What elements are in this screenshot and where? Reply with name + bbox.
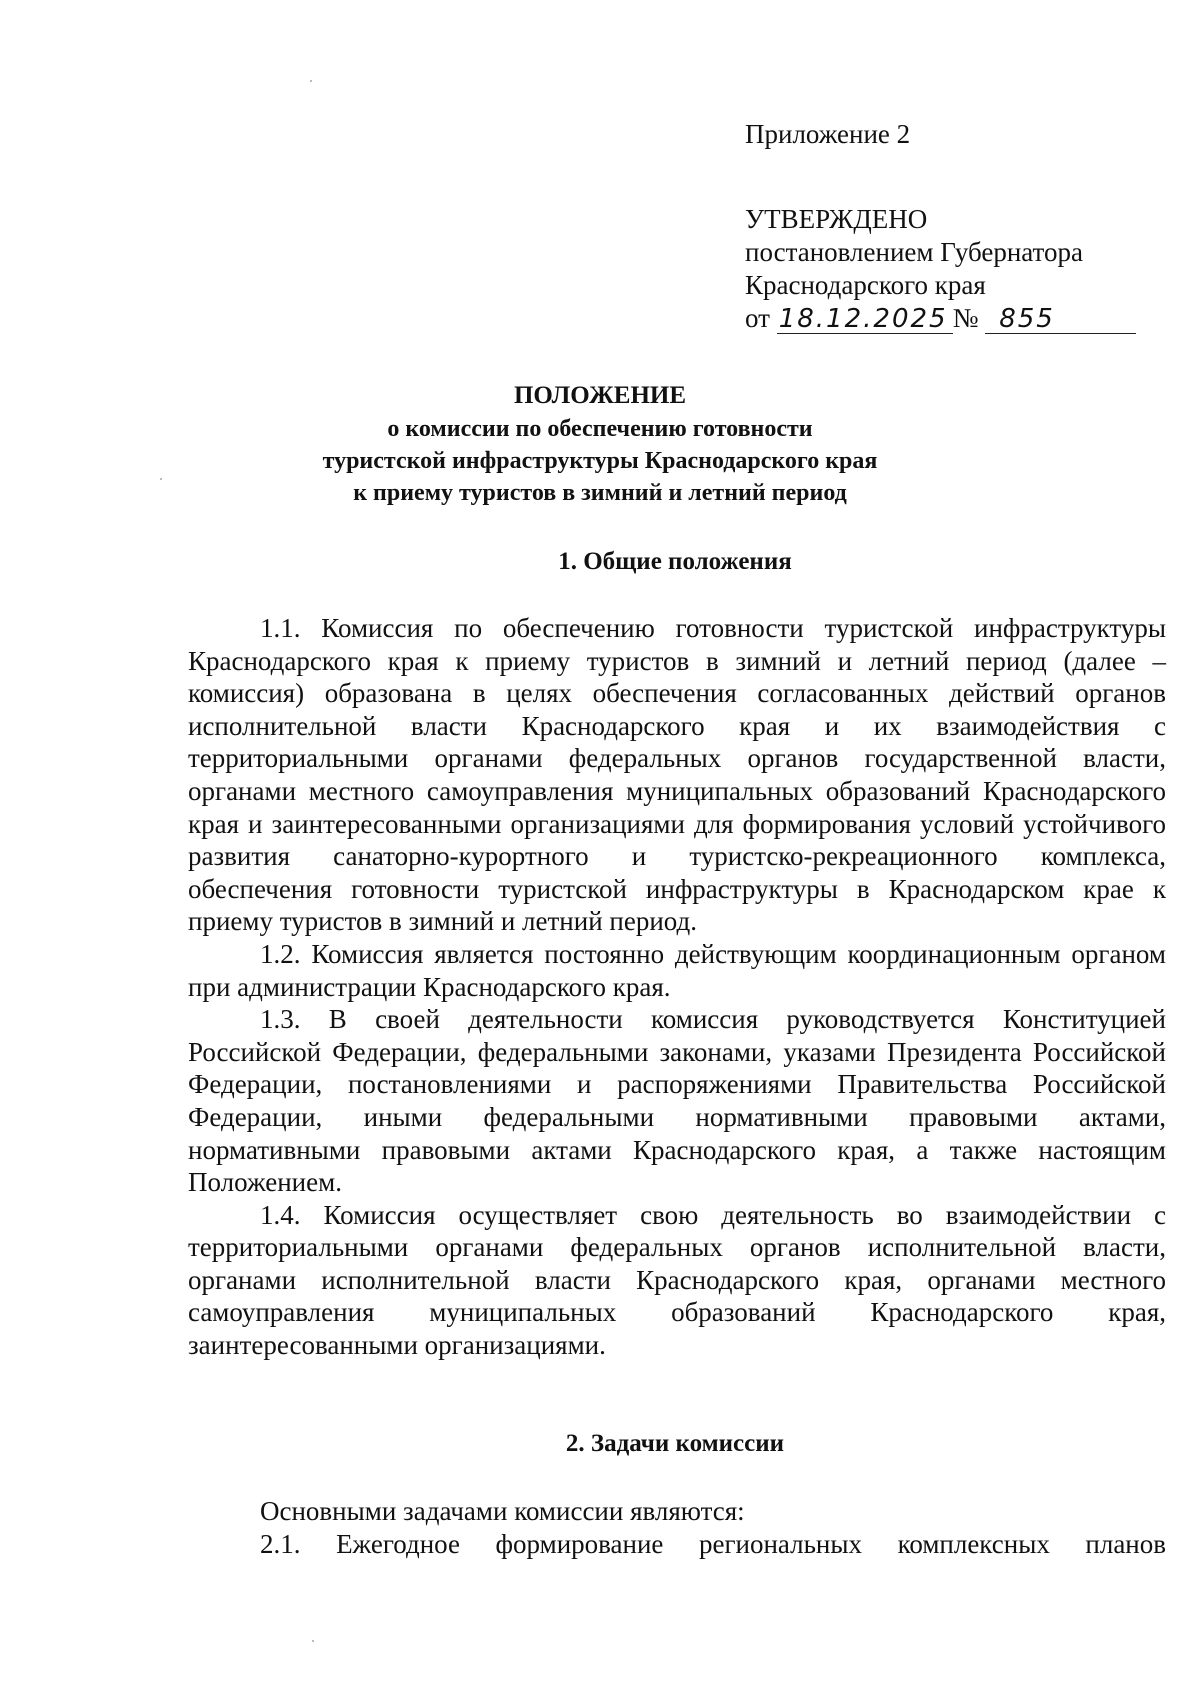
paragraph-1-4: 1.4. Комиссия осуществляет свою деятельность во взаимодействии с территориальными органами федеральных органов исполнительной власти, органами исполнительной власти Краснодарского края, органами местного самоуправления муниципальных образований Краснодарского края, заинтересованными организациями.	[188, 1199, 1166, 1361]
approved-label: УТВЕРЖДЕНО	[745, 204, 928, 234]
scan-speck	[312, 1640, 314, 1642]
approval-block	[745, 118, 1165, 335]
paragraph-1-2: 1.2. Комиссия является постоянно действующим координационным органом при администрации Краснодарского края.	[188, 938, 1166, 1002]
document-subtitle-line-2: туристской инфраструктуры Краснодарского края	[322, 448, 878, 474]
document-title: ПОЛОЖЕНИЕ	[513, 382, 687, 409]
section-1-body	[188, 612, 1166, 1362]
document-title-block	[150, 380, 1050, 509]
approved-by-line-1: постановлением Губернатора	[745, 237, 1083, 267]
section-2-intro: Основными задачами комиссии являются:	[260, 1496, 745, 1526]
section-2-heading: 2. Задачи комиссии	[565, 1430, 785, 1457]
scan-speck	[310, 80, 312, 82]
paragraph-2-1: 2.1. Ежегодное формирование региональных комплексных планов	[260, 1528, 1166, 1559]
document-subtitle-line-3: к приему туристов в зимний и летний период	[353, 480, 847, 506]
approved-by-line-2: Краснодарского края	[745, 270, 986, 300]
date-number-line	[745, 302, 1165, 335]
number-sign: №	[952, 303, 979, 333]
section-2-body	[188, 1495, 1166, 1560]
handwritten-date: 18.12.2025	[777, 305, 953, 334]
section-1-heading: 1. Общие положения	[558, 548, 792, 575]
paragraph-1-1: 1.1. Комиссия по обеспечению готовности туристской инфраструктуры Краснодарского края к приему туристов в зимний и летний период (далее – комиссия) образована в целях обеспечения согласованных действий органов исполнительной власти Краснодарского края и их взаимодействия с территориальными органами федеральных органов государственной власти, органами местного самоуправления муниципальных образований Краснодарского края и заинтересованными организациями для формирования условий устойчивого развития санаторно-курортного и туристско-рекреационного комплекса, обеспечения готовности туристской инфраструктуры в Краснодарском крае к приему туристов в зимний и летний период.	[188, 613, 1166, 937]
handwritten-number: 855	[985, 305, 1136, 334]
appendix-label: Приложение 2	[745, 119, 911, 149]
scan-speck	[160, 478, 162, 480]
paragraph-1-3: 1.3. В своей деятельности комиссия руководствуется Конституцией Российской Федерации, федеральными законами, указами Президента Российской Федерации, постановлениями и распоряжениями Правительства Российской Федерации, иными федеральными нормативными правовыми актами, нормативными правовыми актами Краснодарского края, а также настоящим Положением.	[188, 1004, 1166, 1198]
document-subtitle-line-1: о комиссии по обеспечению готовности	[387, 416, 813, 442]
date-prefix: от	[745, 303, 770, 333]
